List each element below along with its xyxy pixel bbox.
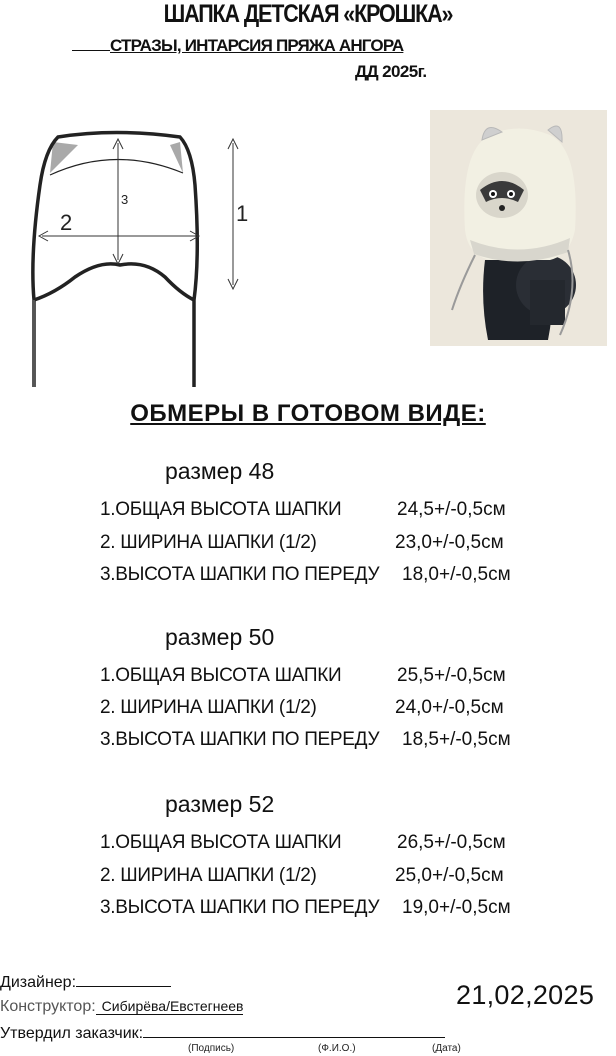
size-50-row-1-value: 25,5+/-0,5см: [397, 665, 506, 686]
dimension-label-2: 2: [60, 210, 73, 235]
size-52-row-2-name: 2. ШИРИНА ШАПКИ (1/2): [100, 865, 317, 886]
size-48-row-1-name: 1.ОБЩАЯ ВЫСОТА ШАПКИ: [100, 499, 342, 520]
dimension-label-1: 1: [236, 201, 249, 226]
subtitle-text: СТРАЗЫ, ИНТАРСИЯ ПРЯЖА АНГОРА: [110, 36, 404, 55]
size-50-row-3-value: 18,5+/-0,5см: [402, 729, 511, 750]
size-52-label: размер 52: [165, 791, 275, 817]
size-48-label: размер 48: [165, 458, 275, 484]
size-48-row-2-value: 23,0+/-0,5см: [395, 532, 504, 553]
size-52-row-3-value: 19,0+/-0,5см: [402, 897, 511, 918]
designer-signature-line: [76, 972, 171, 987]
size-48-row-3-value: 18,0+/-0,5см: [402, 564, 511, 585]
hat-photo-illustration: [430, 110, 607, 346]
name-caption: (Ф.И.О.): [318, 1043, 356, 1054]
designer-label: Дизайнер:: [0, 974, 77, 991]
document-year: ДД 2025г.: [355, 62, 427, 81]
document-subtitle: [72, 36, 403, 56]
document-date: 21,02,2025: [456, 980, 595, 1010]
constructor-label: Конструктор:: [0, 998, 96, 1015]
size-52-row-1-name: 1.ОБЩАЯ ВЫСОТА ШАПКИ: [100, 832, 342, 853]
size-52-row-1-value: 26,5+/-0,5см: [397, 832, 506, 853]
size-50-row-3-name: 3.ВЫСОТА ШАПКИ ПО ПЕРЕДУ: [100, 729, 380, 750]
size-50-label: размер 50: [165, 624, 275, 650]
constructor-line: [0, 998, 243, 1016]
measurements-heading: ОБМЕРЫ В ГОТОВОМ ВИДЕ:: [130, 400, 486, 427]
document-title: ШАПКА ДЕТСКАЯ «КРОШКА»: [163, 0, 453, 28]
designer-line: [0, 972, 171, 992]
size-50-row-2-name: 2. ШИРИНА ШАПКИ (1/2): [100, 697, 317, 718]
size-50-row-2-value: 24,0+/-0,5см: [395, 697, 504, 718]
left-ear-shape: [50, 142, 78, 173]
size-48-row-3-name: 3.ВЫСОТА ШАПКИ ПО ПЕРЕДУ: [100, 564, 380, 585]
size-52-row-2-value: 25,0+/-0,5см: [395, 865, 504, 886]
approved-label: Утвердил заказчик:: [0, 1025, 144, 1042]
product-photo: [430, 110, 607, 346]
size-50-row-1-name: 1.ОБЩАЯ ВЫСОТА ШАПКИ: [100, 665, 342, 686]
inner-arc: [50, 159, 183, 175]
size-48-row-1-value: 24,5+/-0,5см: [397, 499, 506, 520]
size-52-row-3-name: 3.ВЫСОТА ШАПКИ ПО ПЕРЕДУ: [100, 897, 380, 918]
size-48-row-2-name: 2. ШИРИНА ШАПКИ (1/2): [100, 532, 317, 553]
signature-caption: (Подпись): [188, 1043, 235, 1054]
approved-line: [0, 1023, 445, 1043]
date-caption: (Дата): [432, 1043, 461, 1054]
approved-signature-line: [143, 1023, 445, 1038]
hat-outline: [33, 133, 197, 388]
subtitle-leader-line: [72, 36, 110, 51]
hat-bottom-edge: [34, 264, 194, 300]
hat-diagram: [20, 125, 280, 395]
constructor-value: Сибирёва/Евстегнеев: [96, 998, 244, 1015]
dimension-label-3: 3: [121, 192, 129, 207]
